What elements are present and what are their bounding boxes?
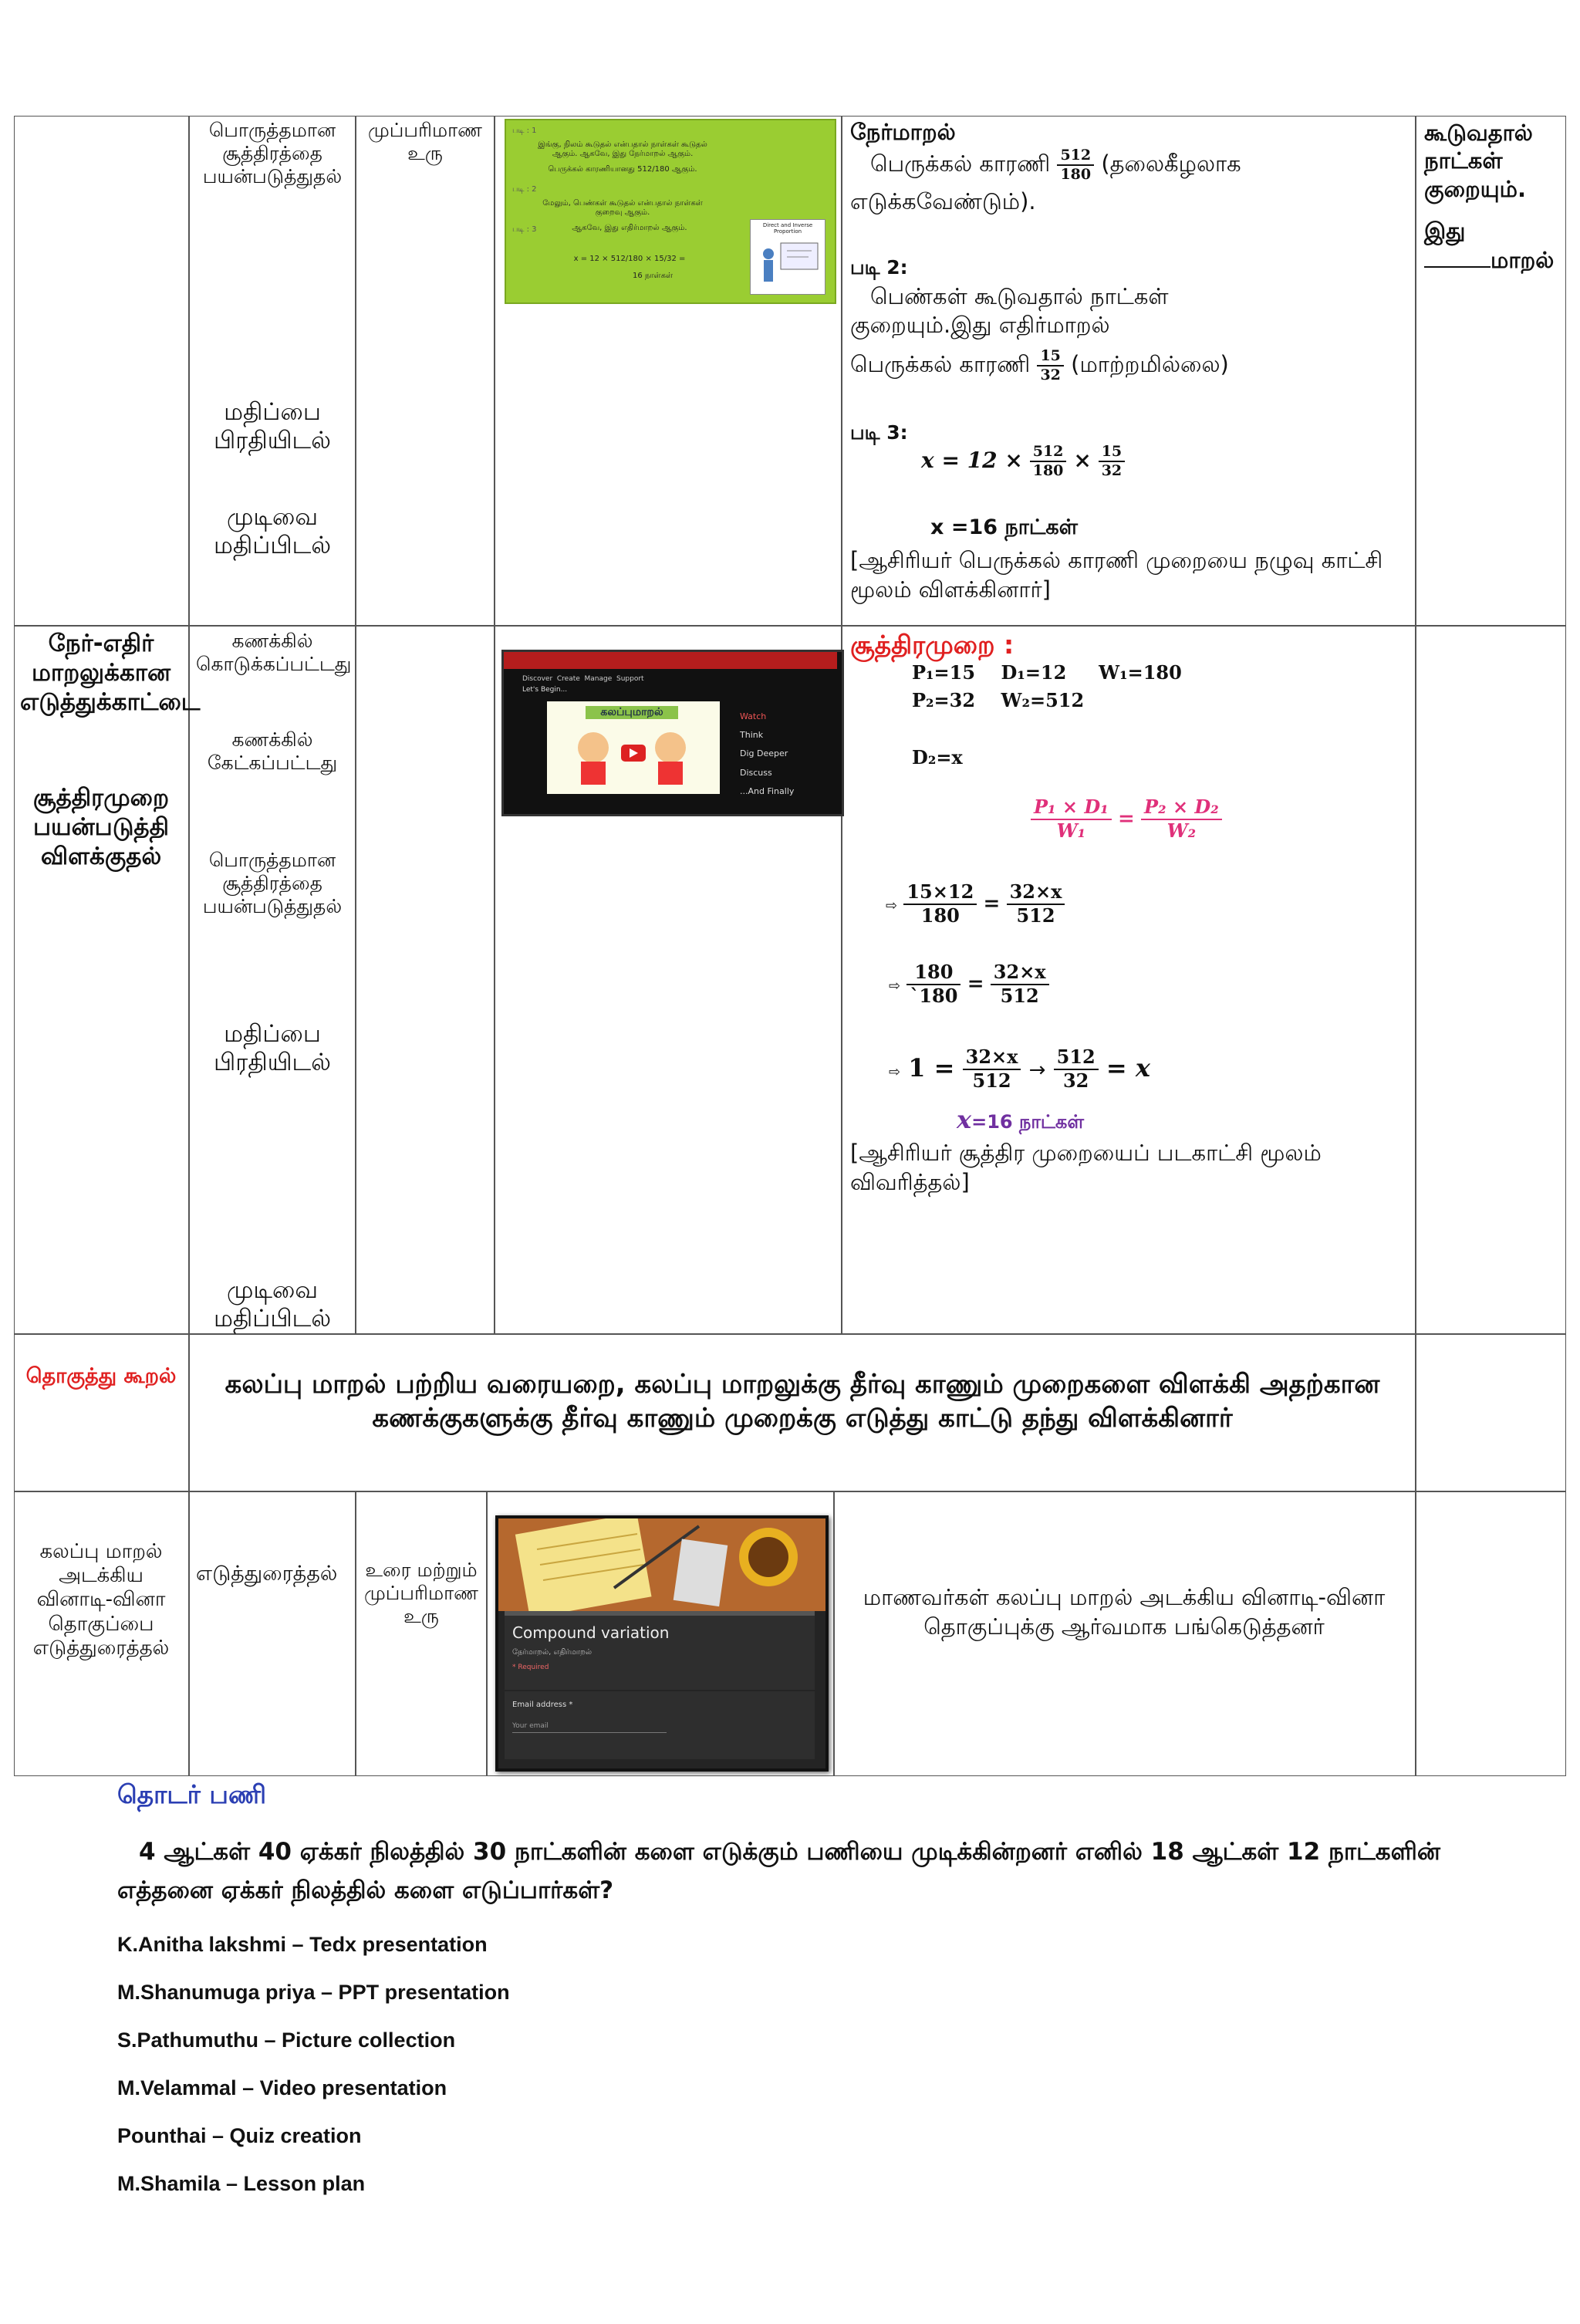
form-title: Compound variation <box>512 1623 670 1642</box>
given-d1: D₁=12 <box>1001 661 1067 684</box>
row1-right-text3 <box>1424 247 1561 274</box>
step1-right-num: 32×x <box>1007 881 1065 905</box>
slide-line1: இங்கு, நிலம் கூடுதல் என்பதால் நாள்கள் கூடுதல் ஆகும். ஆகவே, இது நேர்மாறல் ஆகும். <box>538 140 707 158</box>
row2-heading: சூத்திரமுறை : <box>850 630 1015 660</box>
row2-substitute: மதிப்பை பிரதியிடல் <box>214 1020 331 1077</box>
video-frame <box>547 701 720 794</box>
row2-given-values <box>912 662 1182 684</box>
row1-resource: முப்பரிமாண உரு <box>368 119 482 164</box>
row2-col3 <box>355 625 495 1335</box>
step2-right-den: 512 <box>1000 984 1039 1007</box>
given-w2: W₂=512 <box>1001 689 1085 711</box>
step1-right-den: 512 <box>1016 904 1055 927</box>
row1-formula-step: பொருத்தமான சூத்திரத்தை பயன்படுத்துதல் <box>202 119 343 187</box>
row1-right-is: இது <box>1424 218 1466 244</box>
slide-step3: படி : 3 <box>512 225 537 234</box>
video-nav-support[interactable]: Support <box>616 675 644 683</box>
slide-line4: ஆகவே, இது எதிர்மாறல் ஆகும். <box>572 224 687 232</box>
row1-col3 <box>355 116 495 627</box>
step3-arrow: → <box>1028 1058 1046 1082</box>
row1-eq-times: × <box>1073 447 1092 473</box>
row1-eq-f1-num: 512 <box>1030 443 1067 462</box>
video-begin: Let's Begin... <box>522 686 568 694</box>
video-menu-discuss[interactable]: Discuss <box>740 767 772 778</box>
form-header-image <box>498 1518 825 1611</box>
row4-col6 <box>1415 1491 1566 1776</box>
follow-up-question: 4 ஆட்கள் 40 ஏக்கர் நிலத்தில் 30 நாட்களின் களை எடுக்கும் பணியை முடிக்கின்றனர் எனில் 18 ஆட்கள் 12 நாட்களின் எத்தனை ஏக்கர் நிலத்தில் களை எடுப்பார்கள்? <box>117 1838 1440 1904</box>
row1-right-maral: மாறல் <box>1491 247 1555 273</box>
summary-label: தொகுத்து கூறல் <box>25 1364 177 1388</box>
step2-equals: = <box>967 972 984 996</box>
row1-eq-f2 <box>1099 443 1125 480</box>
slide-step2: படி : 2 <box>512 185 537 194</box>
row2-col6 <box>1415 625 1566 1335</box>
result-rest: =16 நாட்கள் <box>971 1111 1084 1133</box>
row4-col2 <box>188 1491 356 1776</box>
credit-5: Pounthai – Quiz creation <box>117 2124 362 2147</box>
arrow-icon: ⇨ <box>889 978 901 995</box>
row1-step2-num: 15 <box>1037 347 1063 367</box>
step3-b-num: 512 <box>1054 1046 1099 1070</box>
step2-left <box>906 961 960 1008</box>
step3-a-den: 512 <box>972 1069 1011 1092</box>
row1-mult-den: 180 <box>1060 165 1092 183</box>
row1-eq-lhs: x = 12 × <box>921 447 1023 473</box>
row1-heading: நேர்மாறல் <box>850 119 956 145</box>
video-menu-dig-deeper[interactable]: Dig Deeper <box>740 748 788 759</box>
quiz-activity: கலப்பு மாறல் அடக்கிய வினாடி-வினா தொகுப்பை எடுத்துரைத்தல் <box>32 1540 170 1660</box>
step3-a <box>963 1046 1021 1093</box>
row2-asked-value: D₂=x <box>912 746 963 768</box>
form-required: * Required <box>512 1664 549 1671</box>
slide-line2: பெருக்கல் காரணியானது 512/180 ஆகும். <box>548 165 697 174</box>
formula-left-num: P₁ × D₁ <box>1031 796 1112 820</box>
row2-formula: பொருத்தமான சூத்திரத்தை பயன்படுத்துதல் <box>202 849 343 917</box>
row1-eq-f1-den: 180 <box>1032 461 1064 479</box>
slide-eq: x = 12 × 512/180 × 15/32 = <box>573 255 686 263</box>
row1-mult-line <box>870 147 1410 184</box>
step2-left-den: `180 <box>910 984 958 1007</box>
quiz-method: எடுத்துரைத்தல் <box>196 1562 338 1586</box>
row1-note: [ஆசிரியர் பெருக்கல் காரணி முறையை நழுவு காட்சி மூலம் விளக்கினார்] <box>850 547 1383 603</box>
row2-asked: கணக்கில் கேட்கப்பட்டது <box>207 728 338 774</box>
step1-right <box>1007 881 1065 927</box>
video-nav <box>522 675 644 684</box>
row1-eq-f1 <box>1030 443 1067 480</box>
row2-conclude: முடிவை மதிப்பிடல் <box>213 1276 332 1333</box>
credit-6: M.Shamila – Lesson plan <box>117 2172 366 2195</box>
row1-right-blank <box>1424 266 1491 268</box>
step3-b-den: 32 <box>1062 1069 1089 1092</box>
row2-note: [ஆசிரியர் சூத்திர முறையைப் படகாட்சி மூலம் விவரித்தல்] <box>850 1140 1322 1195</box>
row2-given: கணக்கில் கொடுக்கப்பட்டது <box>196 630 352 675</box>
row1-mult-note-a: (தலைகீழலாக <box>1101 150 1241 177</box>
slide-line3: மேலும், பெண்கள் கூடுதல் என்பதால் நாள்கள் குறைவு ஆகும். <box>542 199 703 217</box>
slide-ans: 16 நாள்கள் <box>633 272 673 280</box>
row1-substitute-step: மதிப்பை பிரதியிடல் <box>214 398 331 455</box>
given-p1: P₁=15 <box>912 661 976 684</box>
formula-left-den: W₁ <box>1056 819 1086 842</box>
step2-left-num: 180 <box>906 961 960 985</box>
step2-right-num: 32×x <box>991 961 1049 985</box>
row1-conclude-step: முடிவை மதிப்பிடல் <box>213 503 332 560</box>
step2-right <box>991 961 1049 1008</box>
step3-end: = x <box>1106 1052 1150 1083</box>
slide-step1: படி : 1 <box>512 127 537 135</box>
row2-col1 <box>14 625 201 1335</box>
row2-step3 <box>889 1046 1150 1093</box>
row1-right-text1: கூடுவதால் நாட்கள் குறையும். <box>1424 120 1533 202</box>
form-card <box>505 1611 815 1690</box>
form-email-card <box>505 1691 815 1759</box>
formula-right-num: P₂ × D₂ <box>1141 796 1222 820</box>
video-nav-manage[interactable]: Manage <box>584 675 613 683</box>
formula-equals: = <box>1117 807 1135 831</box>
row2-result <box>957 1105 1084 1134</box>
row1-result: x =16 நாட்கள் <box>930 515 1078 539</box>
teacher-board-icon <box>753 237 822 291</box>
row1-mult-prefix: பெருக்கல் காரணி <box>870 150 1051 177</box>
row1-eq-f2-num: 15 <box>1099 443 1125 462</box>
video-menu-think[interactable]: Think <box>740 730 764 741</box>
summary-text: கலப்பு மாறல் பற்றிய வரையறை, கலப்பு மாறலுக்கு தீர்வு காணும் முறைகளை விளக்கி அதற்கான கணக்குகளுக்கு தீர்வு காணும் முறைக்கு எடுத்து காட்டு தந்து விளக்கினார் <box>225 1369 1380 1434</box>
formula-right-den: W₂ <box>1166 819 1197 842</box>
quiz-form-screenshot[interactable] <box>495 1515 829 1772</box>
row1-step2-mult-line <box>850 347 1406 384</box>
step3-a-num: 32×x <box>963 1046 1021 1070</box>
quiz-resource: உரை மற்றும் முப்பரிமாண உரு <box>364 1559 478 1627</box>
video-header <box>504 652 837 669</box>
row2-step1 <box>886 881 1065 927</box>
row1-mult-fraction <box>1057 147 1094 184</box>
row1-mult-num: 512 <box>1057 147 1094 166</box>
formula-right <box>1141 796 1222 843</box>
row3-col1 <box>14 1333 190 1492</box>
arrow-icon: ⇨ <box>886 897 898 914</box>
row2-objective-a: நேர்-எதிர் மாறலுக்கான எடுத்துக்காட்டை <box>20 630 201 716</box>
row1-step2-den: 32 <box>1040 366 1061 383</box>
row1-mult-note-b: எடுக்கவேண்டும்). <box>850 188 1036 214</box>
credit-1: K.Anitha lakshmi – Tedx presentation <box>117 1933 488 1956</box>
form-subtitle: நேர்மாறல், எதிர்மாறல் <box>512 1648 592 1657</box>
step1-left-num: 15×12 <box>903 881 977 905</box>
row2-step2 <box>889 961 1049 1008</box>
step1-equals: = <box>983 892 1001 916</box>
row1-step2-label: படி 2: <box>850 256 908 279</box>
row1-step2-prefix: பெருக்கல் காரணி <box>850 350 1031 377</box>
result-x: x <box>957 1105 972 1134</box>
row2-given-values-2 <box>912 690 1084 712</box>
follow-up-title: தொடர் பணி <box>117 1779 267 1809</box>
row4-col3 <box>355 1491 488 1776</box>
row1-step2-fraction <box>1037 347 1063 384</box>
formula-left <box>1031 796 1112 843</box>
row3-col3 <box>1415 1333 1566 1492</box>
form-email-input[interactable]: Your email <box>512 1722 667 1733</box>
video-menu-watch[interactable]: Watch <box>740 711 767 721</box>
video-menu <box>740 708 794 801</box>
row1-right-text2 <box>1424 218 1561 245</box>
row1-step2-note: (மாற்றமில்லை) <box>1071 350 1229 377</box>
step1-left-den: 180 <box>920 904 960 927</box>
slide-thumbnail <box>505 119 836 304</box>
row2-objective-b: சூத்திரமுறை பயன்படுத்தி விளக்குதல் <box>32 784 170 870</box>
credit-2: M.Shanumuga priya – PPT presentation <box>117 1981 510 2004</box>
form-email-label: Email address * <box>512 1701 573 1709</box>
given-w1: W₁=180 <box>1099 661 1182 684</box>
video-nav-discover[interactable]: Discover <box>522 675 553 683</box>
video-menu-finally[interactable]: ...And Finally <box>740 785 795 796</box>
quiz-result: மாணவர்கள் கலப்பு மாறல் அடக்கிய வினாடி-வினா தொகுப்புக்கு ஆர்வமாக பங்கெடுத்தனர் <box>863 1584 1386 1640</box>
arrow-icon: ⇨ <box>889 1063 901 1080</box>
video-banner: கலப்புமாறல் <box>586 706 678 719</box>
credit-4: M.Velammal – Video presentation <box>117 2076 447 2099</box>
step3-b <box>1054 1046 1099 1093</box>
credit-3: S.Pathumuthu – Picture collection <box>117 2028 456 2052</box>
row1-step3-eq <box>921 443 1125 480</box>
step3-one: 1 = <box>908 1052 955 1083</box>
row1-eq-f2-den: 32 <box>1101 461 1123 479</box>
cartoon-kids-icon <box>547 717 720 794</box>
row1-step3-label: படி 3: <box>850 421 908 444</box>
row1-col1 <box>14 116 190 627</box>
video-thumbnail[interactable] <box>501 650 844 816</box>
given-p2: P₂=32 <box>912 689 976 711</box>
video-nav-create[interactable]: Create <box>556 675 580 683</box>
row2-formula-main <box>1031 796 1222 843</box>
row1-step2-text: பெண்கள் கூடுவதால் நாட்கள் குறையும்.இது எதிர்மாறல் <box>850 283 1169 339</box>
slide-card <box>750 219 825 295</box>
notebook-coffee-icon <box>498 1518 825 1611</box>
step1-left <box>903 881 977 927</box>
slide-card-title: Direct and Inverse Proportion <box>762 222 813 235</box>
